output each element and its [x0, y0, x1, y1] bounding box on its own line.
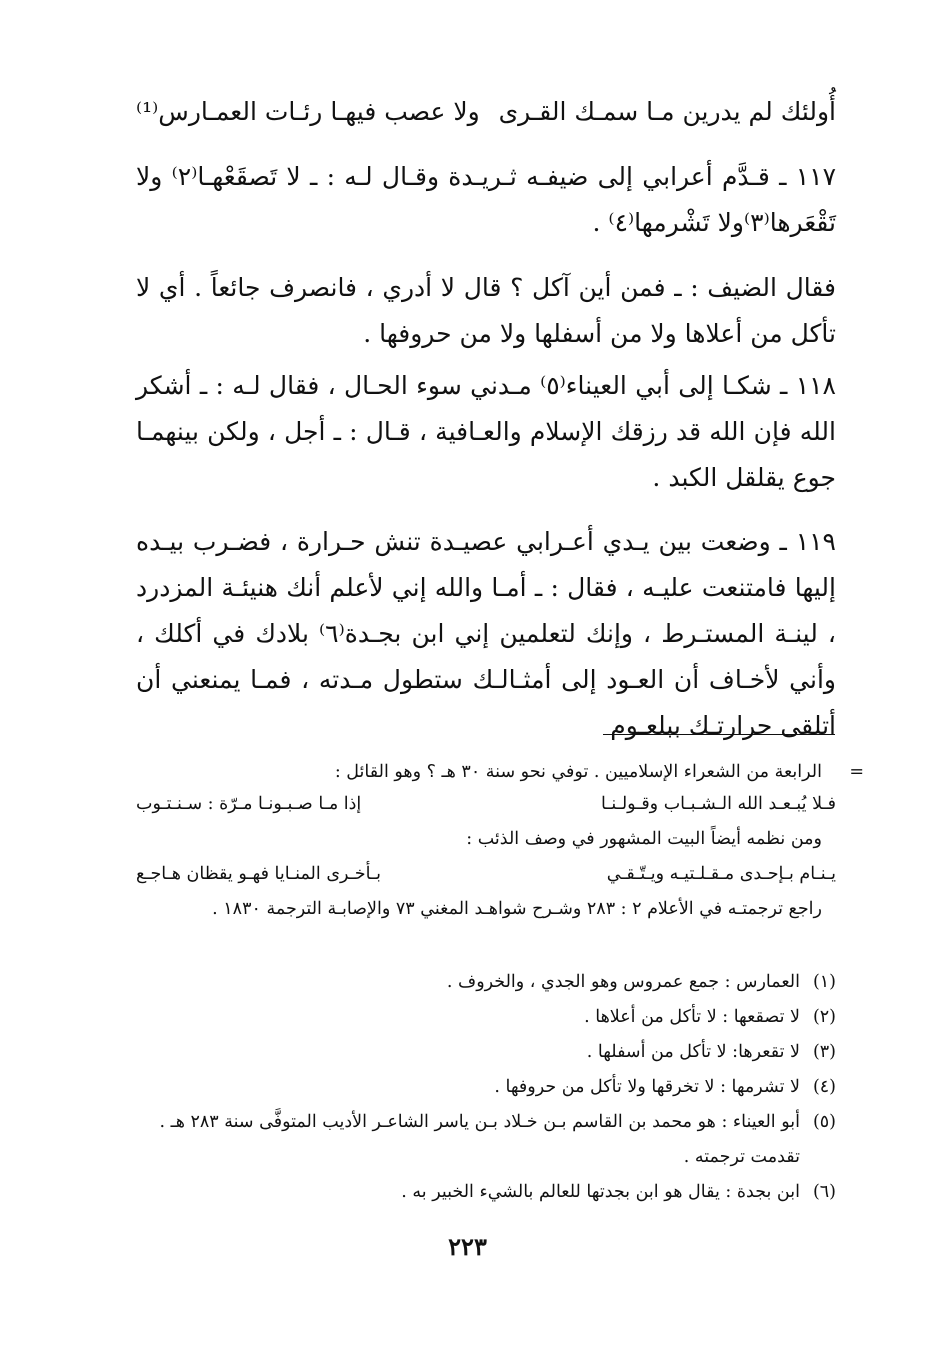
page-number: ٢٢٣ [448, 1232, 487, 1261]
footnote-text: لا تشرمها : لا تخرقها ولا تأكل من حروفها . [494, 1077, 800, 1097]
footnote-item [136, 1070, 836, 1105]
footnote-verse-2-first: يـنـام بـإحـدى مـقـلـتيـه ويـتّـقـي [606, 864, 836, 884]
verse-hemistich-second: ولا عصب فيهـا رئـات العمـارس⁽¹⁾ [136, 96, 480, 126]
footnote-text: لا تقعرها: لا تأكل من أسفلها . [586, 1042, 800, 1062]
footnote-item [136, 1105, 836, 1175]
paragraph-118: ١١٨ ـ شكـا إلى أبي العيناء⁽٥⁾ مـدني سوء الحـال ، فقال لـه : ـ أشكر الله فإن الله قد رزقك الإسلام والعـافية ، قـال : ـ أجل ، ولكن بينهمـا جوع يقلقل الكبد . [136, 371, 836, 492]
footnote-intro-text: ومن نظمه أيضاً البيت المشهور في وصف الذئب : [466, 829, 822, 849]
footnote-number: (٢) [812, 1007, 836, 1027]
footnote-number: (٤) [812, 1077, 836, 1097]
footnote-continuation [136, 757, 864, 787]
paragraph-117-continuation: فقال الضيف : ـ فمن أين آكل ؟ قال لا أدري ، فانصرف جائعاً . أي لا تأكل من أعلاها ولا من أسفلها ولا من حروفها . [136, 273, 836, 348]
paragraph-119: ١١٩ ـ وضعت بين يـدي أعـرابي عصيـدة تنش حـرارة ، فضـرب بيـده إليها فامتنعت عليـه ، فقال : ـ أمـا والله إني لأعلم أنك هنيئـة المزدرد ، لينـة المستـرط ، وإنك لتعلمين إني ابن بجـدة⁽٦⁾ بلادك في أكلك ، وأني لأخـاف أن العـود إلى أمثـالـك ستطول مـدته ، فمـا يمنعني أن أتلقى حرارتـك ببلعـوم [136, 527, 836, 740]
paragraph-117: ١١٧ ـ قـدَّم أعرابي إلى ضيفـه ثـريـدة وقـال لـه : ـ لا تَصقَعْهـا⁽٢⁾ ولا تَقْعَرها⁽٣⁾ولا تَشْرمها⁽٤⁾ . [136, 162, 837, 237]
footnote-item [136, 965, 836, 1000]
footnote-number: (٦) [812, 1182, 836, 1202]
footnote-verse-2 [136, 859, 836, 889]
footnote-reference: راجع ترجمتـه في الأعلام ٢ : ٢٨٣ وشـرح شواهـد المغني ٧٣ والإصابـة الترجمة ١٨٣٠ . [212, 899, 822, 919]
footnote-item [136, 1000, 836, 1035]
continuation-mark: = [849, 762, 864, 782]
footnote-separator [603, 734, 835, 735]
continuation-text: الرابعة من الشعراء الإسلاميين . توفي نحو سنة ٣٠ هـ ؟ وهو القائل : [334, 762, 822, 782]
footnote-item [136, 1035, 836, 1070]
footnote-verse-1-first: فـلا يُبـعـد الله الـشـبـاب وقـولـنـا [600, 794, 836, 814]
footnote-number: (١) [812, 972, 836, 992]
footnote-list [136, 965, 836, 1210]
footnote-text: العمارس : جمع عمروس وهو الجدي ، والخروف . [446, 972, 800, 992]
verse-hemistich-first: أُولئك لم يدرين مـا سمـك القـرى [498, 96, 836, 126]
footnote-text: أبو العيناء : هو محمد بن القاسم بـن خـلاد بـن ياسر الشاعـر الأديب المتوفَّى سنة ٢٨٣ هـ . تقدمت ترجمته . [159, 1112, 800, 1167]
footnote-item [136, 1175, 836, 1210]
footnote-text: لا تصقعها : لا تأكل من أعلاها . [584, 1007, 800, 1027]
poetry-verse [136, 86, 836, 136]
footnote-verse-2-second: بـأخـرى المنـايا فهـو يقظان هـاجـع [136, 864, 381, 884]
footnote-number: (٥) [812, 1112, 836, 1132]
footnote-text: ابن بجدة : يقال هو ابن بجدتها للعالم بالشيء الخبير به . [401, 1182, 800, 1202]
footnote-verse-1 [136, 789, 836, 819]
footnote-number: (٣) [812, 1042, 836, 1062]
footnote-verse-1-second: إذا مـا صـبـونـا مـرّة : سـنـتـوب [136, 794, 362, 814]
